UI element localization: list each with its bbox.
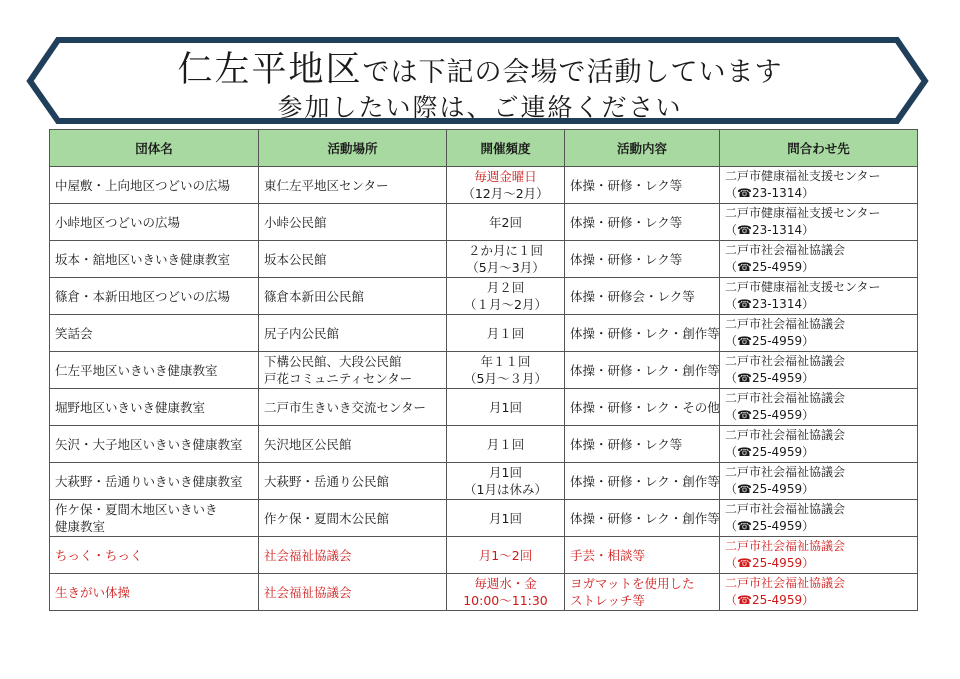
cell-content-line: 体操・研修・レク等 bbox=[570, 251, 683, 267]
cell-frequency-line: 毎週金曜日 bbox=[474, 169, 537, 184]
cell-group-name-line: 大萩野・岳通りいきいき健康教室 bbox=[55, 473, 243, 489]
table-body bbox=[50, 167, 918, 611]
cell-venue bbox=[259, 389, 447, 426]
table-row bbox=[50, 315, 918, 352]
cell-frequency-line: 年2回 bbox=[489, 214, 522, 230]
table-row bbox=[50, 241, 918, 278]
cell-venue-line: 作ケ保・夏間木公民館 bbox=[264, 510, 390, 526]
cell-frequency-line: 10:00～11:30 bbox=[463, 593, 548, 608]
cell-content-line: 体操・研修・レク・その他 bbox=[570, 399, 720, 415]
cell-contact-line: 二戸市社会福祉協議会 bbox=[725, 428, 846, 442]
cell-group-name-line: 篠倉・本新田地区つどいの広場 bbox=[55, 288, 231, 304]
cell-content-line: 体操・研修・レク・創作等 bbox=[570, 510, 720, 526]
cell-group-name-line: 仁左平地区いきいき健康教室 bbox=[55, 362, 218, 378]
table-row bbox=[50, 426, 918, 463]
cell-contact-line: （☎25-4959） bbox=[725, 408, 815, 422]
cell-group-name bbox=[50, 389, 259, 426]
cell-venue-line: 矢沢地区公民館 bbox=[264, 436, 352, 452]
cell-venue bbox=[259, 426, 447, 463]
cell-frequency bbox=[447, 241, 565, 278]
table-row bbox=[50, 204, 918, 241]
cell-venue bbox=[259, 537, 447, 574]
cell-frequency-line: 毎週水・金 bbox=[474, 576, 537, 591]
cell-venue bbox=[259, 204, 447, 241]
cell-group-name-line: 健康教室 bbox=[55, 519, 106, 534]
cell-group-name-line: 坂本・舘地区いきいき健康教室 bbox=[55, 251, 231, 267]
cell-contact bbox=[720, 426, 918, 463]
cell-venue bbox=[259, 574, 447, 611]
cell-venue-line: 二戸市生きいき交流センター bbox=[264, 399, 427, 415]
cell-venue-line: 社会福祉協議会 bbox=[264, 584, 352, 600]
title-rest: では下記の会場で活動しています bbox=[362, 57, 783, 88]
cell-frequency-line: 月２回 bbox=[486, 280, 525, 295]
cell-contact bbox=[720, 278, 918, 315]
table-header-row bbox=[50, 130, 918, 167]
cell-frequency-line: 月１回 bbox=[486, 325, 525, 341]
cell-content bbox=[565, 278, 720, 315]
cell-contact-line: 二戸市社会福祉協議会 bbox=[725, 465, 846, 479]
cell-frequency-line: 年１１回 bbox=[480, 354, 531, 369]
cell-frequency bbox=[447, 574, 565, 611]
cell-content bbox=[565, 574, 720, 611]
cell-content-line: ヨガマットを使用した bbox=[570, 576, 695, 591]
cell-contact-line: 二戸市健康福祉支援センター bbox=[725, 280, 881, 294]
cell-group-name bbox=[50, 463, 259, 500]
cell-contact bbox=[720, 500, 918, 537]
cell-frequency-line: 月1回 bbox=[489, 510, 522, 526]
cell-venue-line: 東仁左平地区センター bbox=[264, 177, 389, 193]
cell-frequency-line: （5月～３月） bbox=[464, 371, 547, 386]
cell-content-line: 体操・研修・レク等 bbox=[570, 177, 683, 193]
header-group-name: 団体名 bbox=[50, 130, 259, 167]
cell-contact bbox=[720, 389, 918, 426]
cell-venue-line: 小峠公民館 bbox=[264, 214, 327, 230]
cell-contact-line: （☎25-4959） bbox=[725, 260, 815, 274]
cell-content bbox=[565, 204, 720, 241]
cell-content-line: 体操・研修・レク・創作等 bbox=[570, 473, 720, 489]
cell-group-name-line: 作ケ保・夏間木地区いきいき bbox=[55, 502, 218, 517]
cell-group-name bbox=[50, 500, 259, 537]
cell-contact-line: （☎25-4959） bbox=[725, 371, 815, 385]
cell-content bbox=[565, 167, 720, 204]
cell-contact bbox=[720, 315, 918, 352]
table-row bbox=[50, 352, 918, 389]
table-row bbox=[50, 537, 918, 574]
cell-venue-line: 篠倉本新田公民館 bbox=[264, 288, 365, 304]
cell-content-line: 体操・研修会・レク等 bbox=[570, 288, 695, 304]
cell-group-name bbox=[50, 278, 259, 315]
cell-frequency-line: 月1回 bbox=[489, 465, 522, 480]
cell-contact bbox=[720, 352, 918, 389]
cell-content bbox=[565, 500, 720, 537]
cell-group-name-line: 中屋敷・上向地区つどいの広場 bbox=[55, 177, 231, 193]
cell-venue bbox=[259, 352, 447, 389]
cell-contact-line: 二戸市社会福祉協議会 bbox=[725, 317, 846, 331]
cell-group-name bbox=[50, 315, 259, 352]
cell-frequency-line: （1月は休み） bbox=[464, 482, 547, 497]
header-content: 活動内容 bbox=[565, 130, 720, 167]
cell-venue-line: 坂本公民館 bbox=[264, 251, 327, 267]
cell-contact bbox=[720, 204, 918, 241]
cell-content bbox=[565, 537, 720, 574]
cell-content bbox=[565, 352, 720, 389]
header-venue: 活動場所 bbox=[259, 130, 447, 167]
cell-frequency-line: 月1回 bbox=[489, 399, 522, 415]
cell-venue bbox=[259, 315, 447, 352]
cell-content-line: 体操・研修・レク等 bbox=[570, 436, 683, 452]
cell-group-name-line: 堀野地区いきいき健康教室 bbox=[55, 399, 206, 415]
table-row bbox=[50, 574, 918, 611]
cell-contact-line: 二戸市健康福祉支援センター bbox=[725, 206, 881, 220]
cell-venue bbox=[259, 241, 447, 278]
cell-contact bbox=[720, 167, 918, 204]
header-frequency: 開催頻度 bbox=[447, 130, 565, 167]
cell-contact bbox=[720, 574, 918, 611]
cell-frequency bbox=[447, 352, 565, 389]
cell-contact-line: （☎23-1314） bbox=[725, 186, 815, 200]
cell-contact-line: （☎25-4959） bbox=[725, 334, 815, 348]
cell-content bbox=[565, 389, 720, 426]
cell-contact bbox=[720, 537, 918, 574]
table-row bbox=[50, 167, 918, 204]
cell-content-line: 手芸・相談等 bbox=[570, 547, 646, 563]
cell-contact-line: （☎25-4959） bbox=[725, 556, 815, 570]
cell-frequency-line: （5月～3月） bbox=[466, 260, 545, 275]
cell-venue-line: 大萩野・岳通り公民館 bbox=[264, 473, 390, 489]
cell-contact-line: （☎25-4959） bbox=[725, 519, 815, 533]
cell-group-name bbox=[50, 426, 259, 463]
cell-frequency-line: 月1～2回 bbox=[478, 547, 533, 563]
cell-frequency-line: ２か月に１回 bbox=[467, 243, 543, 258]
cell-contact-line: 二戸市社会福祉協議会 bbox=[725, 539, 846, 553]
cell-contact-line: 二戸市社会福祉協議会 bbox=[725, 354, 846, 368]
cell-group-name-line: 矢沢・大子地区いきいき健康教室 bbox=[55, 436, 243, 452]
cell-venue-line: 尻子内公民館 bbox=[264, 325, 340, 341]
cell-frequency bbox=[447, 463, 565, 500]
cell-frequency-line: 月１回 bbox=[486, 436, 525, 452]
cell-frequency bbox=[447, 389, 565, 426]
header-contact: 問合わせ先 bbox=[720, 130, 918, 167]
page-title bbox=[0, 42, 960, 92]
cell-group-name bbox=[50, 167, 259, 204]
cell-contact-line: （☎25-4959） bbox=[725, 482, 815, 496]
cell-venue bbox=[259, 167, 447, 204]
cell-group-name-line: ちっく・ちっく bbox=[55, 547, 143, 563]
page-subtitle: 参加したい際は、ご連絡ください bbox=[277, 93, 683, 122]
cell-group-name bbox=[50, 574, 259, 611]
cell-content bbox=[565, 241, 720, 278]
cell-contact-line: （☎25-4959） bbox=[725, 593, 815, 607]
cell-contact-line: 二戸市社会福祉協議会 bbox=[725, 391, 846, 405]
cell-group-name bbox=[50, 241, 259, 278]
cell-content bbox=[565, 463, 720, 500]
cell-contact-line: 二戸市社会福祉協議会 bbox=[725, 243, 846, 257]
cell-frequency bbox=[447, 167, 565, 204]
table-row bbox=[50, 278, 918, 315]
cell-group-name bbox=[50, 204, 259, 241]
cell-contact-line: 二戸市健康福祉支援センター bbox=[725, 169, 881, 183]
cell-frequency bbox=[447, 204, 565, 241]
cell-group-name bbox=[50, 352, 259, 389]
cell-frequency-line: （１月～2月） bbox=[464, 297, 547, 312]
table-row bbox=[50, 389, 918, 426]
cell-content bbox=[565, 315, 720, 352]
cell-venue-line: 戸花コミュニティセンター bbox=[264, 371, 413, 386]
cell-content-line: 体操・研修・レク・創作等 bbox=[570, 362, 720, 378]
cell-frequency bbox=[447, 278, 565, 315]
cell-group-name bbox=[50, 537, 259, 574]
cell-contact-line: 二戸市社会福祉協議会 bbox=[725, 576, 846, 590]
cell-venue-line: 社会福祉協議会 bbox=[264, 547, 352, 563]
cell-group-name-line: 笑話会 bbox=[55, 325, 93, 341]
cell-contact-line: 二戸市社会福祉協議会 bbox=[725, 502, 846, 516]
cell-content-line: 体操・研修・レク・創作等 bbox=[570, 325, 720, 341]
cell-contact-line: （☎23-1314） bbox=[725, 297, 815, 311]
cell-group-name-line: 小峠地区つどいの広場 bbox=[55, 214, 181, 230]
cell-content-line: ストレッチ等 bbox=[570, 593, 645, 608]
cell-contact bbox=[720, 463, 918, 500]
cell-frequency bbox=[447, 315, 565, 352]
title-district: 仁左平地区 bbox=[177, 50, 363, 90]
cell-contact-line: （☎23-1314） bbox=[725, 223, 815, 237]
cell-contact-line: （☎25-4959） bbox=[725, 445, 815, 459]
title-banner bbox=[0, 0, 960, 130]
activity-table bbox=[49, 129, 918, 611]
table-row bbox=[50, 463, 918, 500]
cell-venue bbox=[259, 463, 447, 500]
cell-venue bbox=[259, 500, 447, 537]
cell-venue-line: 下構公民館、大段公民館 bbox=[264, 354, 402, 369]
cell-frequency bbox=[447, 500, 565, 537]
cell-contact bbox=[720, 241, 918, 278]
cell-frequency bbox=[447, 426, 565, 463]
cell-venue bbox=[259, 278, 447, 315]
cell-frequency bbox=[447, 537, 565, 574]
cell-content-line: 体操・研修・レク等 bbox=[570, 214, 683, 230]
cell-group-name-line: 生きがい体操 bbox=[55, 584, 131, 600]
table-row bbox=[50, 500, 918, 537]
cell-content bbox=[565, 426, 720, 463]
cell-frequency-line: （12月～2月） bbox=[462, 186, 549, 201]
